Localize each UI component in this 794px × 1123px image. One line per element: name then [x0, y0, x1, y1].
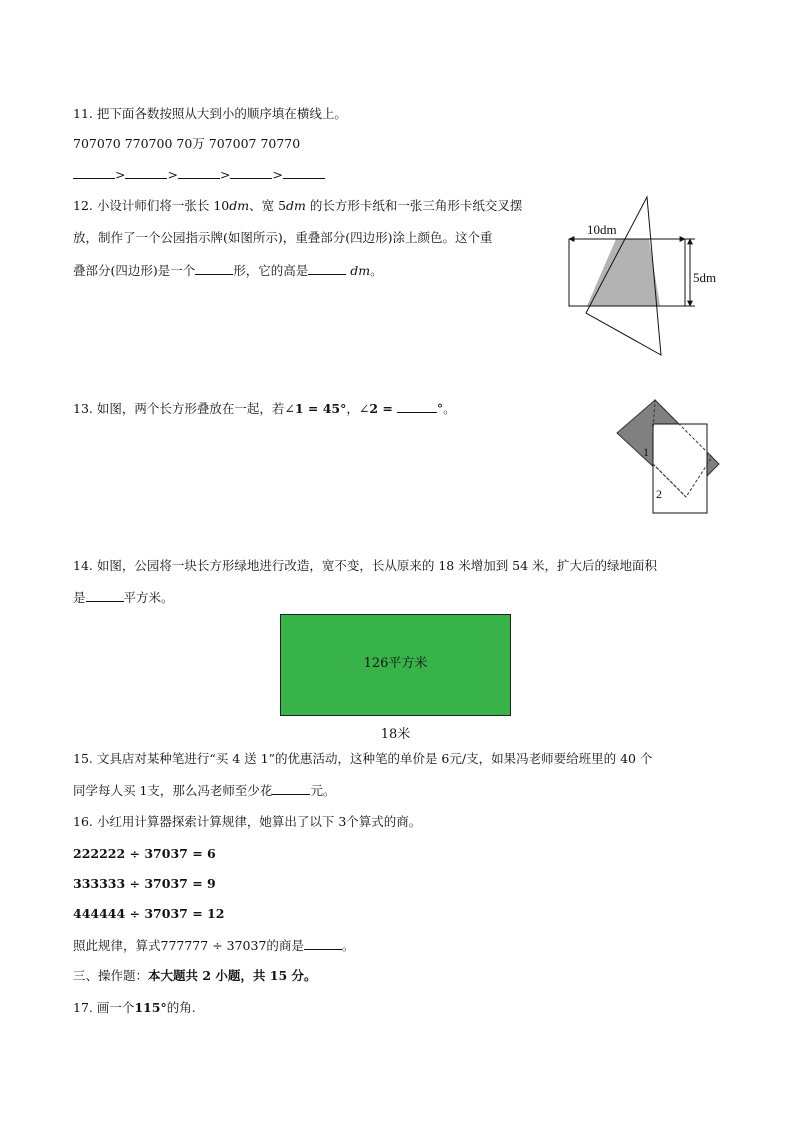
- q15-line-2: 同学每人买 1支，那么冯老师至少花 元。: [73, 783, 336, 798]
- q16-equation-3: 444444 ÷ 37037 = 12: [73, 906, 225, 921]
- q16-equation-2: 333333 ÷ 37037 = 9: [73, 876, 216, 891]
- answer-blank[interactable]: [125, 166, 167, 179]
- width-label: 5dm: [693, 270, 717, 285]
- angle-1-label: 1: [643, 445, 649, 459]
- greater-than: >: [167, 167, 178, 182]
- angle-2-label: 2: [656, 487, 662, 501]
- q11-answer-blanks: [73, 166, 325, 183]
- answer-blank[interactable]: [195, 262, 233, 275]
- answer-blank[interactable]: [272, 782, 310, 795]
- greater-than: >: [115, 167, 126, 182]
- answer-blank[interactable]: [397, 400, 437, 413]
- q13-stem: 13. 如图，两个长方形叠放在一起，若∠1 = 45°，∠2 = °。: [73, 401, 456, 416]
- q15-line-1: 15. 文具店对某种笔进行“买 4 送 1”的优惠活动，这种笔的单价是 6元/支，如果冯老师要给班里的 40 个: [73, 751, 653, 766]
- answer-blank[interactable]: [308, 262, 346, 275]
- q16-stem: 16. 小红用计算器探索计算规律，她算出了以下 3个算式的商。: [73, 814, 422, 829]
- section-3-heading: 三、操作题：本大题共 2 小题，共 15 分。: [73, 968, 317, 983]
- answer-blank[interactable]: [283, 166, 325, 179]
- answer-blank[interactable]: [86, 589, 124, 602]
- q16-equation-1: 222222 ÷ 37037 = 6: [73, 846, 216, 861]
- q13-figure: [615, 398, 725, 518]
- answer-blank[interactable]: [73, 166, 115, 179]
- overlap-shaded: [587, 239, 660, 306]
- q14-line-2: 是 平方米。: [73, 590, 174, 605]
- q12-figure: [560, 192, 740, 362]
- q17-prompt: 17. 画一个115°的角.: [73, 1000, 196, 1015]
- q11-numbers: 707070 770700 70万 707007 70770: [73, 136, 301, 151]
- q12-line-3: 叠部分(四边形)是一个 形，它的高是 dm。: [73, 263, 383, 278]
- q12-line-1: 12. 小设计师们将一张长 10dm、宽 5dm 的长方形卡纸和一张三角形卡纸交叉摆: [73, 198, 523, 213]
- area-label: 126平方米: [363, 656, 428, 671]
- answer-blank[interactable]: [304, 937, 342, 950]
- width-label: 18米: [380, 727, 411, 742]
- length-label: 10dm: [587, 222, 617, 237]
- q12-line-2: 放，制作了一个公园指示牌(如图所示)，重叠部分(四边形)涂上颜色。这个重: [73, 230, 493, 245]
- q16-ask: 照此规律，算式777777 ÷ 37037的商是 。: [73, 938, 355, 953]
- answer-blank[interactable]: [230, 166, 272, 179]
- answer-blank[interactable]: [178, 166, 220, 179]
- greater-than: >: [272, 167, 283, 182]
- greater-than: >: [219, 167, 231, 182]
- q11-stem: 11. 把下面各数按照从大到小的顺序填在横线上。: [73, 106, 347, 121]
- q14-line-1: 14. 如图，公园将一块长方形绿地进行改造，宽不变，长从原来的 18 米增加到 54 米，扩大后的绿地面积: [73, 558, 658, 573]
